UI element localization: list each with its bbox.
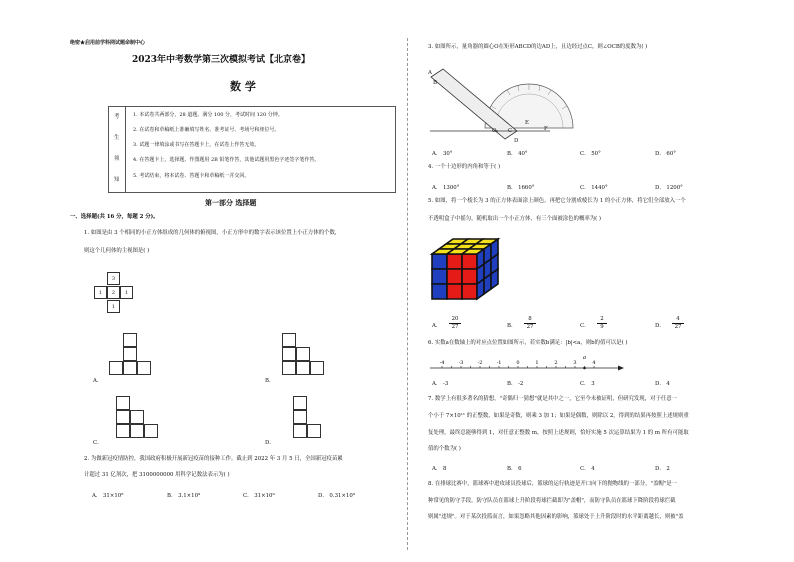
grid-cell: 1 [94, 286, 107, 299]
q5-option-b-den: 27 [526, 324, 534, 330]
q4-option-c: C． 1440° [580, 185, 608, 191]
number-line-tick-label: -3 [458, 360, 464, 366]
q5-option-d-label: D． [655, 323, 665, 329]
q4-option-d: D． 1200° [655, 185, 683, 191]
instructions-side [109, 107, 126, 192]
q5-option-a-num: 20 [451, 316, 459, 322]
q7-text: 7. 数学上有很多著名的猜想，"奇偶归一猜想"就是其中之一，它至今未被证明，但研究发现，对于任意一 [428, 396, 678, 402]
q3-option-b: B． 40° [507, 151, 528, 157]
cube-front-sticker [447, 284, 462, 299]
number-line-tick-label: -2 [477, 360, 483, 366]
q6-option-a: A． -3 [432, 381, 449, 387]
grid-cell: 3 [107, 272, 120, 285]
cube-front-sticker [432, 284, 447, 299]
section-heading: 一、选择题(共 16 分，每题 2 分)。 [70, 214, 159, 220]
instruction-item: 4. 在答题卡上，选择题、作图题用 2B 铅笔作答，其他试题用黑色字迹签字笔作答。 [133, 157, 320, 163]
q7-option-a: A． 8 [432, 466, 447, 472]
number-line-tick-label: 2 [554, 360, 558, 366]
grid-cell: 2 [107, 286, 120, 299]
q1-text: 1. 如图是由 3 个相同的小正方体组成的几何体的俯视图，小正方形中的数字表示该位置上小正方体的个数， [84, 230, 341, 236]
q5-option-d-num: 4 [676, 316, 680, 322]
cube-front-sticker [432, 269, 447, 284]
q2-option-a: A． 31×10⁸ [92, 493, 124, 499]
q1-text: 则这个几何体的主视图是( ) [84, 248, 150, 254]
cube-front-sticker [462, 284, 477, 299]
q5-text: 5. 如图，将一个棱长为 3 的正方体表面涂上颜色，再把它分割成棱长为 1 的小正方体，将它们全部放入一个 [428, 198, 686, 204]
q2-option-d: D． 0.31×10⁹ [318, 493, 355, 499]
q5-option-c-den: 9 [600, 324, 604, 330]
q8-text: 则属"违规"。对于某次投篮而言，如果忽略其他因素的影响，篮球处于上升阶段时的水平距离越长，则被"盖 [428, 514, 684, 520]
q5-option-a-den: 27 [451, 324, 459, 330]
part1-heading: 第一部分 选择题 [205, 198, 257, 207]
q7-text: 值的个数为( ) [428, 446, 461, 452]
point-label-c: C [508, 128, 513, 134]
q3-text: 3. 如图所示，量角器的圆心O在矩形ABCD的边AD上，且边经过点C，则∠OCB的度数为( ) [428, 44, 648, 50]
side-char-2: 生 [114, 135, 120, 141]
q4-option-b: B． 1660° [507, 185, 535, 191]
point-label-d: D [514, 138, 519, 144]
q8-text: 种常见的防守手段，防守队员在篮球上升阶段将球拦截即为"盖帽"，而防守队员在篮球下降阶段将球拦截 [428, 498, 676, 504]
point-label-e: E [525, 120, 529, 126]
cube-front-sticker [462, 269, 477, 284]
q7-option-c: C． 4 [580, 466, 595, 472]
q7-text: 个小于 7×10¹¹ 的正整数，如果是奇数，则乘 3 加 1；如果是偶数，则除以 2，得到的结果再按照上述规则重 [428, 413, 689, 419]
number-line-tick-label: 1 [535, 360, 539, 366]
point-a-label: a [582, 355, 587, 361]
q7-option-d: D． 2 [655, 466, 670, 472]
q1-option-c-label: C． [93, 440, 103, 446]
instruction-item: 2. 在试卷和草稿纸上准确填写姓名、准考证号、考场号和座位号。 [133, 127, 280, 133]
q5-option-c-label: C． [580, 323, 590, 329]
protractor-diagram [425, 55, 585, 140]
side-char-4: 知 [114, 177, 120, 183]
cube-front-sticker [447, 254, 462, 269]
q3-option-a: A． 30° [432, 151, 453, 157]
instructions-box [108, 106, 396, 193]
q3-option-c: C． 50° [580, 151, 601, 157]
q5-option-c-num: 2 [600, 316, 604, 322]
q8-text: 8. 在排球比赛中，篮球赛中进攻球员投球后，篮球的运行轨迹是开口向下的抛物线的一部分，"盖帽"是一 [428, 481, 678, 487]
q6-option-c: C． 3 [580, 381, 595, 387]
q6-option-d: D． 4 [655, 381, 670, 387]
q5-text: 不透明盒子中摇匀，随机取出一个小正方体，有三个面被涂色的概率为( ) [428, 216, 602, 222]
exam-title: 2023年中考数学第三次模拟考试【北京卷】 [132, 55, 311, 65]
number-line-tick-label: 3 [573, 360, 577, 366]
q2-text: 计超过 31 亿剂次，把 3100000000 用科学记数法表示为( ) [84, 472, 230, 478]
q1-option-d-label: D． [265, 440, 275, 446]
q3-option-d: D． 60° [655, 151, 676, 157]
q5-option-a-label: A． [432, 323, 442, 329]
q5-option-d-den: 27 [674, 324, 682, 330]
number-line-tick-label: -4 [439, 360, 445, 366]
q5-option-b-label: B． [507, 323, 517, 329]
rubik-cube-figure [428, 232, 500, 312]
grid-cell: 1 [120, 286, 133, 299]
instruction-item: 3. 试题一律填涂或书写在答题卡上，在试卷上作答无效。 [133, 142, 260, 148]
point-label-f: F [544, 126, 548, 132]
number-line [428, 352, 628, 374]
q2-option-b: B． 3.1×10⁹ [167, 493, 201, 499]
q2-option-c: C． 31×10⁹ [243, 493, 275, 499]
q2-text: 2. 为做新冠疫情防控，我国政府积极开展新冠疫苗的接种工作。截止到 2022 年 3 月 5 日，全国新冠疫苗累 [84, 456, 343, 462]
number-line-tick-label: 4 [592, 360, 596, 366]
instruction-item: 1. 本试卷共两部分，28 道题。满分 100 分，考试时间 120 分钟。 [133, 112, 283, 118]
subject-title: 数 学 [230, 80, 256, 93]
instruction-item: 5. 考试结束，将本试卷、答题卡和草稿纸一并交回。 [133, 173, 250, 179]
q5-option-b-num: 8 [528, 316, 532, 322]
number-line-tick-label: 0 [516, 360, 520, 366]
watermark: 绝密★启用前学科网试题命制中心 [70, 40, 146, 46]
cube-front-sticker [447, 269, 462, 284]
q6-option-b: B． -2 [507, 381, 524, 387]
point-label-b: B [433, 80, 437, 86]
point-label-a: A [428, 70, 432, 76]
q7-text: 复处理，最终总能够得到 1，对任意正整数 m，按照上述规则，恰好实施 5 次运算结果为 1 的 m 所有可能取 [428, 430, 689, 436]
side-char-1: 考 [114, 114, 120, 120]
number-line-arrow [618, 366, 624, 371]
q4-text: 4. 一个十边形的内角和等于( ) [428, 164, 501, 170]
point-label-o: O [492, 128, 497, 134]
side-char-3: 须 [114, 156, 120, 162]
q7-option-b: B． 6 [507, 466, 522, 472]
cube-front-sticker [462, 254, 477, 269]
cube-front-sticker [432, 254, 447, 269]
q1-option-b-label: B． [265, 378, 275, 384]
number-line-tick-label: -1 [496, 360, 502, 366]
q6-text: 6. 实数a在数轴上的对应点位置如图所示，若实数b满足：|b|<a，则b的值可以是( ) [428, 340, 628, 346]
q1-option-a-label: A． [93, 378, 103, 384]
point-a [583, 367, 586, 370]
grid-cell: 1 [107, 300, 120, 313]
column-divider [407, 38, 408, 550]
q4-option-a: A． 1300° [432, 185, 460, 191]
